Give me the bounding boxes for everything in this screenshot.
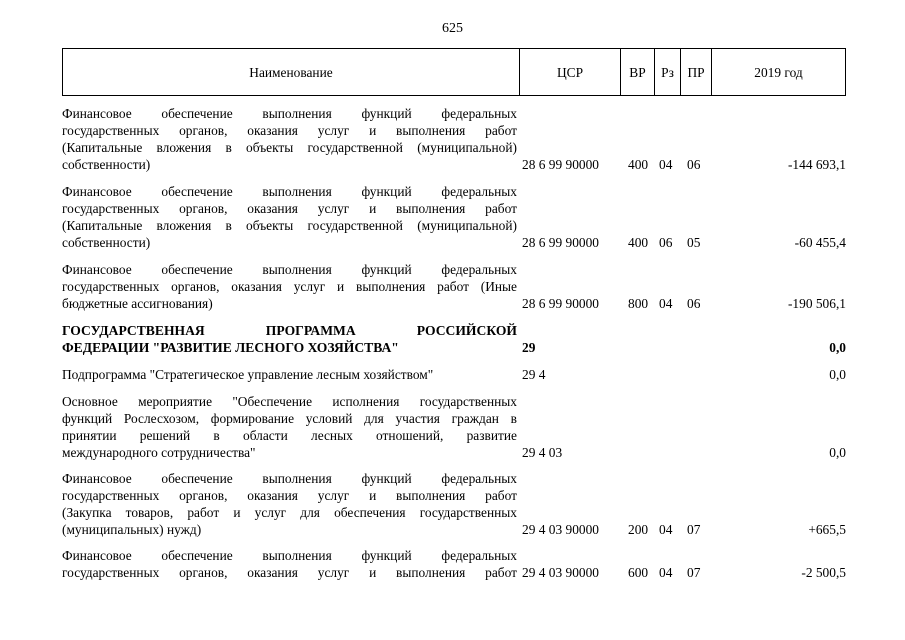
row-name	[62, 261, 517, 312]
row-rz: 04	[659, 296, 673, 311]
row-name-line: государственных органов, оказания услуг и выполнения работ	[62, 488, 517, 503]
row-name-line: ФЕДЕРАЦИИ "РАЗВИТИЕ ЛЕСНОГО ХОЗЯЙСТВА"	[62, 340, 399, 355]
table-row	[62, 547, 846, 581]
header-rz: Рз	[655, 49, 681, 95]
table-row	[62, 183, 846, 251]
header-pr: ПР	[681, 49, 712, 95]
row-name-line: (муниципальных) нужд)	[62, 522, 202, 537]
row-csr: 28 6 99 90000	[522, 157, 599, 172]
table-row	[62, 105, 846, 173]
row-pr: 06	[687, 296, 701, 311]
table-header	[62, 48, 846, 96]
row-vr: 200	[628, 522, 649, 537]
row-pr: 07	[687, 565, 701, 580]
header-year: 2019 год	[754, 64, 803, 80]
row-pr: 07	[687, 522, 701, 537]
row-amount: 0,0	[829, 445, 846, 460]
row-name-line: Финансовое обеспечение выполнения функций федеральных	[62, 548, 517, 563]
header-name: Наименование	[63, 49, 520, 95]
row-amount: -190 506,1	[787, 296, 846, 311]
row-vr: 600	[628, 565, 649, 580]
row-name-line: принятии решений в области лесных отношений, развитие	[62, 428, 517, 443]
table-row	[62, 366, 846, 383]
row-name	[62, 470, 517, 538]
row-name	[62, 393, 517, 461]
row-amount: 0,0	[829, 340, 846, 355]
row-name-line: (Капитальные вложения в объекты государственной (муниципальной)	[62, 218, 517, 233]
row-name-line: государственных органов, оказания услуг и выполнения работ (Иные	[62, 279, 517, 294]
row-name-line: собственности)	[62, 235, 151, 250]
row-name	[62, 322, 517, 356]
row-name-line: функций Рослесхозом, формирование условий для участия граждан в	[62, 411, 517, 426]
row-name-line: Подпрограмма "Стратегическое управление лесным хозяйством"	[62, 367, 434, 382]
row-csr: 29 4	[522, 367, 546, 382]
row-amount: -2 500,5	[801, 565, 846, 580]
row-amount: 0,0	[829, 367, 846, 382]
row-name-line: ГОСУДАРСТВЕННАЯ ПРОГРАММА РОССИЙСКОЙ	[62, 323, 517, 338]
row-amount: -60 455,4	[794, 235, 846, 250]
row-csr: 29 4 03 90000	[522, 565, 599, 580]
row-name-line: Финансовое обеспечение выполнения функций федеральных	[62, 106, 517, 121]
row-amount: -144 693,1	[787, 157, 846, 172]
table-row	[62, 470, 846, 538]
header-vr: ВР	[621, 49, 655, 95]
row-name-line: Финансовое обеспечение выполнения функций федеральных	[62, 262, 517, 277]
row-name	[62, 547, 517, 581]
row-name-line: международного сотрудничества"	[62, 445, 256, 460]
header-csr: ЦСР	[520, 49, 621, 95]
row-name-line: бюджетные ассигнования)	[62, 296, 213, 311]
row-csr: 28 6 99 90000	[522, 235, 599, 250]
row-name-line: (Закупка товаров, работ и услуг для обеспечения государственных	[62, 505, 517, 520]
row-name-line: Финансовое обеспечение выполнения функций федеральных	[62, 184, 517, 199]
row-pr: 06	[687, 157, 701, 172]
row-name	[62, 183, 517, 251]
row-name	[62, 366, 517, 383]
row-csr: 29 4 03	[522, 445, 563, 460]
table-row-program	[62, 322, 846, 356]
row-name-line: (Капитальные вложения в объекты государственной (муниципальной)	[62, 140, 517, 155]
row-name-line: государственных органов, оказания услуг и выполнения работ	[62, 565, 517, 580]
row-name-line: собственности)	[62, 157, 151, 172]
row-name-line: государственных органов, оказания услуг и выполнения работ	[62, 201, 517, 216]
row-csr: 29	[522, 340, 536, 355]
row-name-line: государственных органов, оказания услуг и выполнения работ	[62, 123, 517, 138]
table-row	[62, 261, 846, 312]
table-row	[62, 393, 846, 461]
row-csr: 28 6 99 90000	[522, 296, 599, 311]
row-vr: 400	[628, 157, 649, 172]
row-rz: 04	[659, 157, 673, 172]
row-name-line: Основное мероприятие "Обеспечение исполнения государственных	[62, 394, 517, 409]
row-pr: 05	[687, 235, 701, 250]
row-vr: 400	[628, 235, 649, 250]
row-name	[62, 105, 517, 173]
row-rz: 04	[659, 565, 673, 580]
row-csr: 29 4 03 90000	[522, 522, 599, 537]
row-rz: 04	[659, 522, 673, 537]
row-rz: 06	[659, 235, 673, 250]
row-amount: +665,5	[808, 522, 846, 537]
row-name-line: Финансовое обеспечение выполнения функций федеральных	[62, 471, 517, 486]
row-vr: 800	[628, 296, 649, 311]
page-number: 625	[442, 21, 463, 36]
